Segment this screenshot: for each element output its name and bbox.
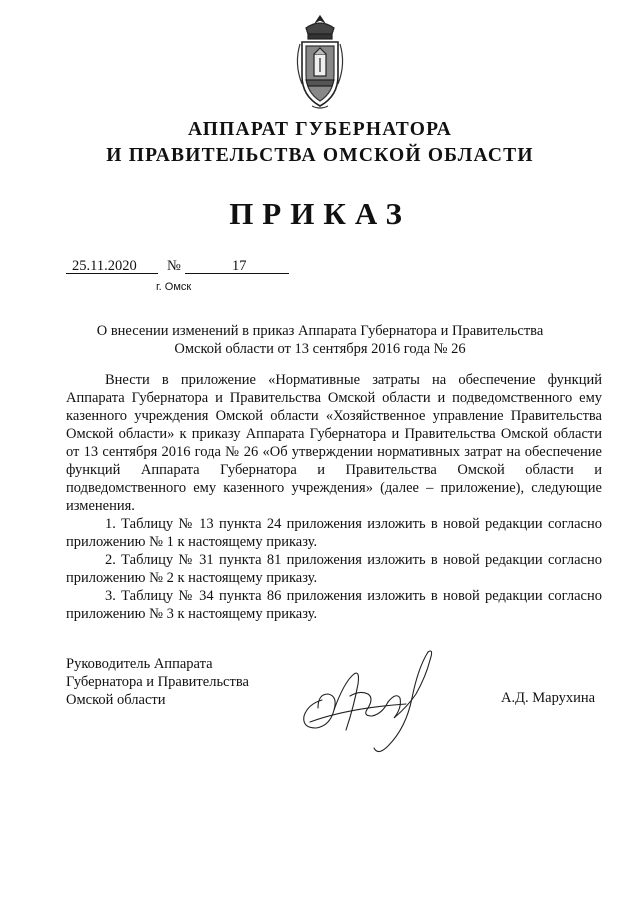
document-number: 17 [232, 258, 247, 274]
subject-line-1: О внесении изменений в приказ Аппарата Губернатора и Правительства [96, 323, 544, 339]
date-underline [66, 273, 158, 274]
document-type-title: ПРИКАЗ [229, 196, 411, 231]
subject-line-2: Омской области от 13 сентября 2016 года № 26 [174, 341, 466, 357]
body-intro-paragraph: Внести в приложение «Нормативные затраты на обеспечение функций Аппарата Губернатора и Правительства Омской области и подведомственного ему казенного учреждения Омской области «Хозяйственное управление Правительства Омской области» к приказу Аппарата Губернатора и Правительства Омской области от 13 сентября 2016 года № 26 «Об утверждении нормативных затрат на обеспечение функций Аппарата Губернатора и Правительства Омской области и подведомственного ему казенного учреждения» (далее – приложение), следующие изменения. [66, 372, 602, 514]
signer-position-line-3: Омской области [66, 692, 166, 708]
body-item-1: 1. Таблицу № 13 пункта 24 приложения изложить в новой редакции согласно приложению № 1 к настоящему приказу. [66, 516, 602, 550]
coat-of-arms-icon [292, 14, 348, 112]
document-subject [60, 322, 580, 358]
document-date: 25.11.2020 [72, 258, 137, 274]
organization-name-line-1: АППАРАТ ГУБЕРНАТОРА [188, 119, 452, 140]
organization-name-line-2: И ПРАВИТЕЛЬСТВА ОМСКОЙ ОБЛАСТИ [106, 145, 534, 166]
signer-position-line-1: Руководитель Аппарата [66, 656, 213, 672]
body-item-2: 2. Таблицу № 31 пункта 81 приложения изложить в новой редакции согласно приложению № 2 к настоящему приказу. [66, 552, 602, 586]
document-city: г. Омск [156, 281, 192, 293]
handwritten-signature [288, 638, 448, 758]
number-sign: № [167, 258, 181, 274]
number-underline [185, 273, 289, 274]
signer-position-line-2: Губернатора и Правительства [66, 674, 249, 690]
document-body [66, 371, 602, 623]
body-item-3: 3. Таблицу № 34 пункта 86 приложения изложить в новой редакции согласно приложению № 3 к настоящему приказу. [66, 588, 602, 622]
signer-position [66, 655, 249, 709]
signer-name: А.Д. Марухина [501, 690, 596, 706]
